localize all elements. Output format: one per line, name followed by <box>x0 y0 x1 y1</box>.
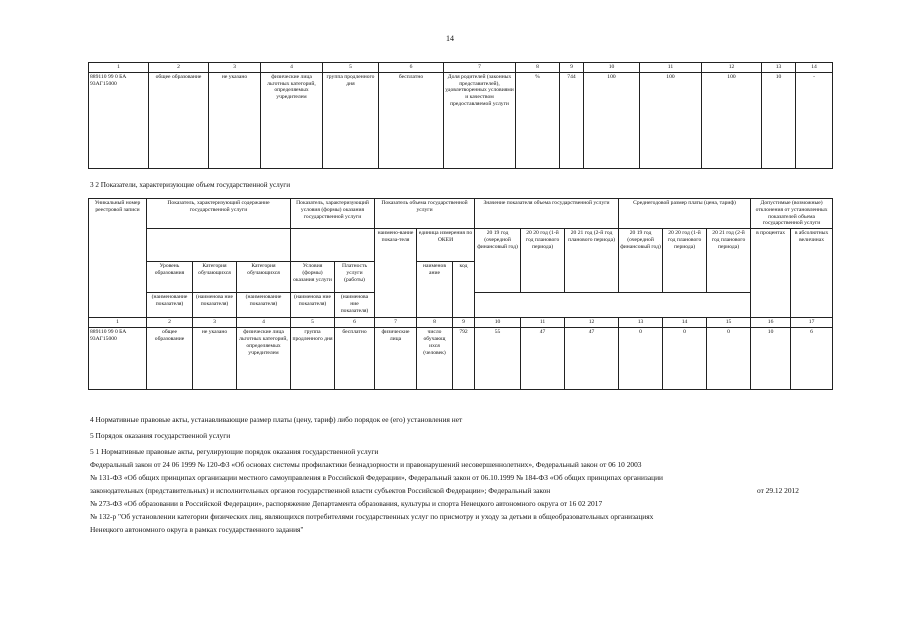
cell: не указано <box>209 72 261 168</box>
registry-number: 889110 99 0 БА 93АГ15000 <box>89 328 147 390</box>
cell: Доля родителей (законных представителей), удовлетворенных условиями и качеством предоставляемой услуги <box>444 72 516 168</box>
table-row <box>89 72 833 168</box>
t1-colnum: 14 <box>796 63 833 73</box>
t2-colnum: 8 <box>417 318 453 328</box>
cell: физические лица <box>375 328 417 390</box>
t2-colnum: 5 <box>291 318 335 328</box>
header-year: 20 21 год (2-й год планового периода) <box>707 229 751 293</box>
t2-colnum: 7 <box>375 318 417 328</box>
t2-colnum: 11 <box>521 318 565 328</box>
cell: 792 <box>453 328 475 390</box>
t1-colnum: 13 <box>762 63 796 73</box>
sublabel: Условия (формы) оказания услуги <box>291 262 335 293</box>
t1-colnum: 10 <box>584 63 640 73</box>
header-content: Показатель, характеризующий содержание государственной услуги <box>147 199 291 229</box>
cell: 0 <box>707 328 751 390</box>
header-percent: в процентах <box>751 229 791 318</box>
t2-colnum: 12 <box>565 318 619 328</box>
cell: группа продленного дня <box>323 72 379 168</box>
cell: физические лица льготных категорий, определяемых учредителем <box>261 72 323 168</box>
t2-colnum: 6 <box>335 318 375 328</box>
law-line-4: № 273-ФЗ «Об образовании в Российской Федерации», распоряжение Департамента образования, культуры и спорта Ненецкого автономного округа от 16 02 2017 <box>90 499 603 508</box>
cell: 100 <box>702 72 762 168</box>
header-unique-number: Уникальный номер реестровой записи <box>89 199 147 318</box>
t2-colnum: 10 <box>475 318 521 328</box>
t1-colnum: 7 <box>444 63 516 73</box>
t2-colnum: 16 <box>751 318 791 328</box>
subnote: (наименование показателя) <box>147 293 193 318</box>
t2-colnum: 9 <box>453 318 475 328</box>
cell: 47 <box>565 328 619 390</box>
empty-cell <box>147 229 291 262</box>
t2-colnum: 4 <box>237 318 291 328</box>
sublabel: Уровень образования <box>147 262 193 293</box>
paragraph-5: 5 Порядок оказания государственной услуги <box>90 431 231 440</box>
law-line-3-text: законодательных (представительных) и исполнительных органов государственной власти субъектов Российской Федерации»; Федеральный закон <box>90 486 551 495</box>
page-number: 14 <box>446 34 454 43</box>
cell: бесплатно <box>379 72 444 168</box>
subnote: (наименова ние показателя) <box>193 293 237 318</box>
cell: % <box>516 72 560 168</box>
cell: число обучающ ихся (человек) <box>417 328 453 390</box>
cell: 6 <box>791 328 833 390</box>
law-line-6: Ненецкого автономного округа в рамках государственного задания" <box>90 525 304 534</box>
paragraph-5-1: 5 1 Нормативные правовые акты, регулирующие порядок оказания государственной услуги <box>90 447 379 456</box>
cell: группа продленного дня <box>291 328 335 390</box>
header-year: 20 20 год (1-й год планового периода) <box>521 229 565 293</box>
header-unit: единица измерения по ОКЕИ <box>417 229 475 262</box>
t1-colnum: 11 <box>640 63 702 73</box>
subnote: (наименова ние показателя) <box>291 293 335 318</box>
registry-number: 889110 99 0 БА 93АГ15000 <box>89 72 149 168</box>
header-year: 20 19 год (очередной финансовый год) <box>475 229 521 293</box>
volume-indicators-table <box>88 198 833 390</box>
t1-colnum: 5 <box>323 63 379 73</box>
cell: не указано <box>193 328 237 390</box>
cell: общее образование <box>147 328 193 390</box>
cell: 55 <box>475 328 521 390</box>
sublabel: Категория обучающихся <box>237 262 291 293</box>
header-deviation: Допустимые (возможные) отклонения от установленных показателей объема государственной услуги <box>751 199 833 229</box>
cell: бесплатно <box>335 328 375 390</box>
cell: 0 <box>663 328 707 390</box>
header-unit-name: наименов ание <box>417 262 453 318</box>
subnote: (наименова ние показателя) <box>335 293 375 318</box>
t2-colnum: 15 <box>707 318 751 328</box>
t1-colnum: 6 <box>379 63 444 73</box>
paragraph-4: 4 Нормативные правовые акты, устанавливающие размер платы (цену, тариф) либо порядок ее (его) установления нет <box>90 415 463 424</box>
t1-colnum: 4 <box>261 63 323 73</box>
header-year: 20 19 год (очередной финансовый год) <box>619 229 663 293</box>
t1-colnum: 9 <box>560 63 584 73</box>
cell: 10 <box>751 328 791 390</box>
cell: - <box>796 72 833 168</box>
empty-cell <box>475 293 751 318</box>
t1-colnum: 12 <box>702 63 762 73</box>
table2-col-numbers <box>89 318 833 328</box>
t2-colnum: 17 <box>791 318 833 328</box>
table2-header-row2 <box>89 229 833 262</box>
cell: 10 <box>762 72 796 168</box>
cell: физические лица льготных категорий, определяемых учредителем <box>237 328 291 390</box>
section-heading: 3 2 Показатели, характеризующие объем государственной услуги <box>90 181 291 189</box>
table2-header-row1 <box>89 199 833 229</box>
t1-colnum: 8 <box>516 63 560 73</box>
header-conditions: Показатель, характеризующий условия (формы) оказания государственной услуги <box>291 199 375 229</box>
header-value: Значение показателя объема государственной услуги <box>475 199 619 229</box>
cell: общее образование <box>149 72 209 168</box>
quality-indicators-table <box>88 62 833 169</box>
law-line-5: № 132-р "Об установлении категории физических лиц, являющихся потребителями государственных услуг по присмотру и уходу за детьми в общеобразовательных организациях <box>90 512 654 521</box>
header-absolute: в абсолютных величинах <box>791 229 833 318</box>
header-year: 20 20 год (1-й год планового периода) <box>663 229 707 293</box>
sublabel: Платность услуги (работы) <box>335 262 375 293</box>
table1-col-numbers <box>89 63 833 73</box>
t1-colnum: 1 <box>89 63 149 73</box>
law-line-1: Федеральный закон от 24 06 1999 № 120-ФЗ «Об основах системы профилактики безнадзорности и правонарушений несовершеннолетних», Федеральный закон от 06 10 2003 <box>90 460 642 469</box>
header-unit-code: код <box>453 262 475 318</box>
t2-colnum: 2 <box>147 318 193 328</box>
t2-colnum: 13 <box>619 318 663 328</box>
law-line-2: № 131-ФЗ «Об общих принципах организации местного самоуправления в Российской Федерации», Федеральный закон от 06.10.1999 № 184-ФЗ «Об общих принципах организации <box>90 473 663 482</box>
cell: 100 <box>584 72 640 168</box>
cell: 100 <box>640 72 702 168</box>
t2-colnum: 1 <box>89 318 147 328</box>
subnote: (наименование показателя) <box>237 293 291 318</box>
law-line-3-date: от 29.12 2012 <box>757 486 799 495</box>
table-row <box>89 328 833 390</box>
sublabel: Категория обучающихся <box>193 262 237 293</box>
header-volume: Показатель объема государственной услуги <box>375 199 475 229</box>
header-fee: Среднегодовой размер платы (цена, тариф) <box>619 199 751 229</box>
header-indicator-name: наимено-вание показа-теля <box>375 229 417 318</box>
cell: 0 <box>619 328 663 390</box>
cell: 744 <box>560 72 584 168</box>
t1-colnum: 3 <box>209 63 261 73</box>
t2-colnum: 14 <box>663 318 707 328</box>
empty-cell <box>291 229 375 262</box>
t1-colnum: 2 <box>149 63 209 73</box>
header-year: 20 21 год (2-й год планового периода) <box>565 229 619 293</box>
law-line-3 <box>90 486 799 495</box>
t2-colnum: 3 <box>193 318 237 328</box>
cell: 47 <box>521 328 565 390</box>
